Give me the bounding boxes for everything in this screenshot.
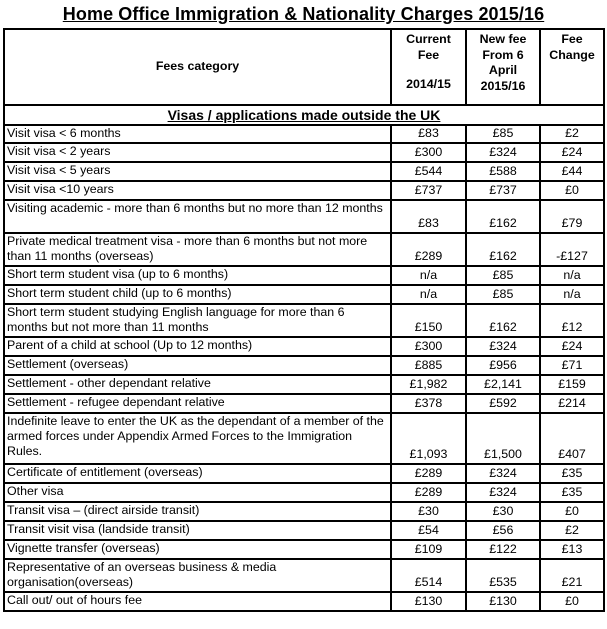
row-current-fee: n/a [391, 266, 466, 285]
row-category: Short term student studying English language for more than 6 months but not more than 11 months [4, 304, 391, 337]
table-row [4, 375, 604, 394]
row-new-fee: £122 [466, 540, 540, 559]
row-current-fee: £300 [391, 143, 466, 162]
row-new-fee: £956 [466, 356, 540, 375]
header-current-line2: Fee [417, 47, 440, 62]
row-category: Vignette transfer (overseas) [4, 540, 391, 559]
row-current-fee: £54 [391, 521, 466, 540]
table-row [4, 540, 604, 559]
row-current-fee: £514 [391, 559, 466, 592]
header-fee-change [540, 29, 604, 105]
row-fee-change: £12 [540, 304, 604, 337]
row-category: Visit visa < 2 years [4, 143, 391, 162]
row-fee-change: £2 [540, 125, 604, 143]
header-new-fee [466, 29, 540, 105]
row-new-fee: £1,500 [466, 413, 540, 464]
row-category: Indefinite leave to enter the UK as the dependant of a member of the armed forces under Appendix Armed Forces to the Immigration Rules. [4, 413, 391, 464]
row-category: Settlement - refugee dependant relative [4, 394, 391, 413]
header-current-line1: Current [406, 32, 451, 46]
row-category: Visit visa < 6 months [4, 125, 391, 143]
row-current-fee: £300 [391, 337, 466, 356]
table-row [4, 394, 604, 413]
row-new-fee: £588 [466, 162, 540, 181]
table-row [4, 483, 604, 502]
row-current-fee: £289 [391, 233, 466, 266]
row-new-fee: £737 [466, 181, 540, 200]
table-row [4, 143, 604, 162]
row-new-fee: £535 [466, 559, 540, 592]
table-row [4, 181, 604, 200]
header-change-line2: Change [549, 47, 595, 62]
row-current-fee: £544 [391, 162, 466, 181]
row-new-fee: £324 [466, 483, 540, 502]
table-header-row [4, 29, 604, 105]
table-row [4, 356, 604, 375]
row-current-fee: £83 [391, 125, 466, 143]
row-current-fee: £289 [391, 464, 466, 483]
header-new-line3: April [488, 63, 518, 77]
table-row [4, 337, 604, 356]
row-fee-change: £71 [540, 356, 604, 375]
row-fee-change: £44 [540, 162, 604, 181]
row-new-fee: £130 [466, 592, 540, 611]
header-change-line1: Fee [561, 32, 583, 46]
row-fee-change: n/a [540, 285, 604, 304]
header-fees-category [4, 29, 391, 105]
row-new-fee: £162 [466, 304, 540, 337]
row-new-fee: £85 [466, 266, 540, 285]
row-current-fee: £150 [391, 304, 466, 337]
row-category: Other visa [4, 483, 391, 502]
row-new-fee: £324 [466, 464, 540, 483]
row-category: Private medical treatment visa - more than 6 months but not more than 11 months (overseas) [4, 233, 391, 266]
row-new-fee: £324 [466, 337, 540, 356]
row-current-fee: £30 [391, 502, 466, 521]
row-fee-change: n/a [540, 266, 604, 285]
row-current-fee: £109 [391, 540, 466, 559]
row-category: Certificate of entitlement (overseas) [4, 464, 391, 483]
row-category: Short term student visa (up to 6 months) [4, 266, 391, 285]
table-row [4, 200, 604, 233]
row-new-fee: £30 [466, 502, 540, 521]
row-fee-change: £24 [540, 143, 604, 162]
row-fee-change: £2 [540, 521, 604, 540]
page-title: Home Office Immigration & Nationality Charges 2015/16 [62, 4, 545, 24]
row-new-fee: £85 [466, 125, 540, 143]
row-category: Parent of a child at school (Up to 12 months) [4, 337, 391, 356]
row-category: Settlement - other dependant relative [4, 375, 391, 394]
row-category: Call out/ out of hours fee [4, 592, 391, 611]
header-current-fee [391, 29, 466, 105]
row-current-fee: £289 [391, 483, 466, 502]
row-fee-change: £214 [540, 394, 604, 413]
row-fee-change: £35 [540, 464, 604, 483]
row-current-fee: £885 [391, 356, 466, 375]
row-fee-change: £35 [540, 483, 604, 502]
fees-table [3, 28, 605, 612]
section-row [4, 105, 604, 125]
table-row [4, 125, 604, 143]
row-current-fee: £1,093 [391, 413, 466, 464]
row-fee-change: £24 [540, 337, 604, 356]
row-new-fee: £592 [466, 394, 540, 413]
table-row [4, 592, 604, 611]
table-row [4, 521, 604, 540]
table-row [4, 502, 604, 521]
row-category: Settlement (overseas) [4, 356, 391, 375]
row-fee-change: £21 [540, 559, 604, 592]
row-category: Visit visa <10 years [4, 181, 391, 200]
row-fee-change: £0 [540, 592, 604, 611]
row-current-fee: n/a [391, 285, 466, 304]
row-new-fee: £162 [466, 200, 540, 233]
header-new-line2: From 6 [482, 47, 524, 62]
row-category: Transit visa – (direct airside transit) [4, 502, 391, 521]
row-category: Visiting academic - more than 6 months but no more than 12 months [4, 200, 391, 233]
row-category: Short term student child (up to 6 months) [4, 285, 391, 304]
table-row [4, 464, 604, 483]
table-row [4, 266, 604, 285]
row-new-fee: £85 [466, 285, 540, 304]
header-new-line4: 2015/16 [480, 78, 526, 93]
table-row [4, 233, 604, 266]
row-new-fee: £324 [466, 143, 540, 162]
header-new-line1: New fee [479, 32, 527, 46]
table-row [4, 413, 604, 464]
header-category-text: Fees category [155, 59, 240, 74]
row-new-fee: £56 [466, 521, 540, 540]
row-category: Visit visa < 5 years [4, 162, 391, 181]
row-new-fee: £2,141 [466, 375, 540, 394]
row-fee-change: £159 [540, 375, 604, 394]
table-row [4, 304, 604, 337]
table-row [4, 285, 604, 304]
row-new-fee: £162 [466, 233, 540, 266]
row-current-fee: £83 [391, 200, 466, 233]
row-fee-change: £0 [540, 502, 604, 521]
row-fee-change: £0 [540, 181, 604, 200]
row-fee-change: £407 [540, 413, 604, 464]
table-row [4, 559, 604, 592]
row-current-fee: £737 [391, 181, 466, 200]
table-row [4, 162, 604, 181]
row-fee-change: £79 [540, 200, 604, 233]
section-heading: Visas / applications made outside the UK [4, 105, 604, 125]
row-category: Transit visit visa (landside transit) [4, 521, 391, 540]
row-current-fee: £1,982 [391, 375, 466, 394]
row-category: Representative of an overseas business & media organisation(overseas) [4, 559, 391, 592]
row-fee-change: -£127 [540, 233, 604, 266]
row-fee-change: £13 [540, 540, 604, 559]
header-current-line3: 2014/15 [406, 77, 451, 91]
row-current-fee: £130 [391, 592, 466, 611]
row-current-fee: £378 [391, 394, 466, 413]
